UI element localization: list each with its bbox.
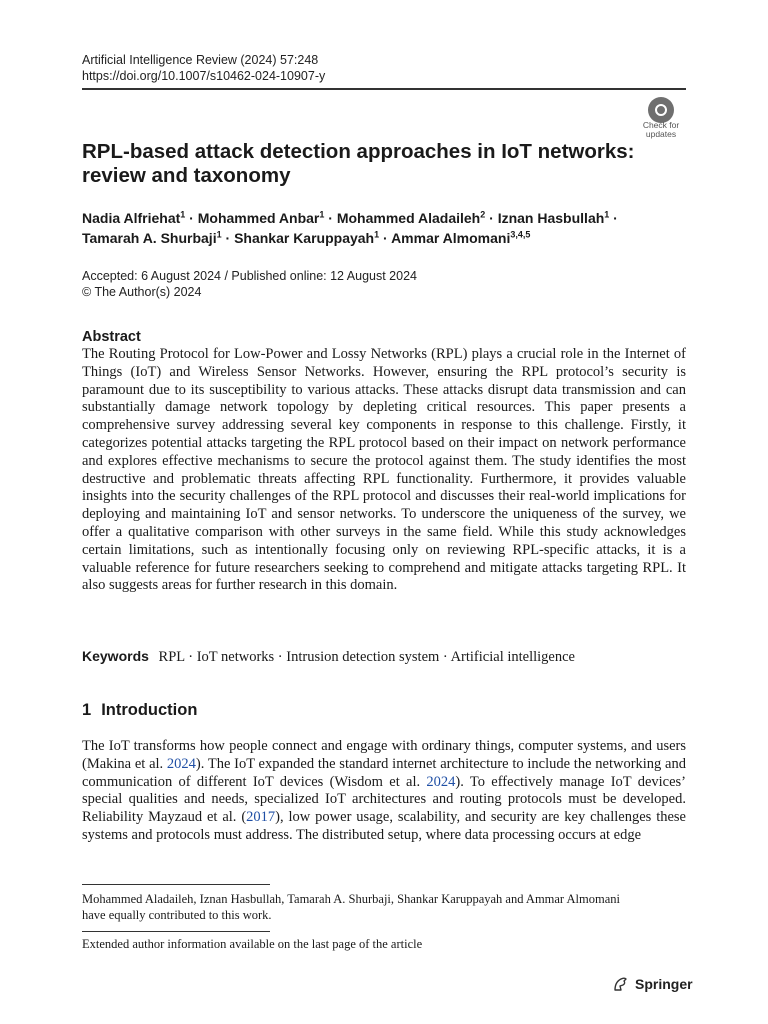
check-for-updates-label: Check for updates — [642, 120, 680, 139]
author[interactable]: Shankar Karuppayah$^1$ — [234, 229, 380, 246]
author[interactable]: Iznan Hasbullah$^1$ — [497, 209, 610, 226]
title-line: review and taxonomy — [82, 164, 291, 187]
keyword: IoT networks — [196, 649, 275, 665]
keyword: Intrusion detection system — [286, 649, 440, 665]
paper-title — [82, 140, 642, 188]
keywords: Keywords RPL · IoT networks · Intrusion detection system · Artificial intelligence — [82, 648, 575, 665]
contribution-footnote: Mohammed Aladaileh, Iznan Hasbullah, Tamarah A. Shurbaji, Shankar Karuppayah and Ammar Almomani have equally contributed to this work. — [82, 892, 621, 922]
header-rule — [82, 88, 686, 90]
citation-link[interactable]: 2024 — [426, 773, 456, 790]
author[interactable]: Tamarah A. Shurbaji$^1$ — [82, 229, 222, 246]
keywords-label: Keywords — [82, 648, 149, 664]
publisher-name: Springer — [635, 976, 693, 992]
keyword: RPL — [158, 649, 185, 665]
footnote-rule — [82, 931, 270, 932]
author[interactable]: Mohammed Aladaileh$^2$ — [336, 209, 486, 226]
title-line: RPL-based attack detection approaches in IoT networks: — [82, 140, 635, 163]
section-heading-introduction — [82, 701, 197, 720]
springer-horse-icon — [611, 975, 629, 993]
check-for-updates-badge[interactable] — [635, 97, 687, 143]
doi-link[interactable]: https://doi.org/10.1007/s10462-024-10907-y — [82, 69, 326, 83]
introduction-paragraph: The IoT transforms how people connect and engage with ordinary things, computer systems, and users (Makina et al. 2024). The IoT expanded the standard internet architecture to include the networking and communication of different IoT devices (Wisdom et al. 2024). To effectively manage IoT devices’ special qualities and needs, specialized IoT architectures and routing protocols must be developed. Reliability Mayzaud et al. (2017), low power usage, scalability, and security are key challenges these systems and protocols must address. The distributed setup, where data processing occurs at edge — [82, 738, 686, 843]
journal-citation: Artificial Intelligence Review (2024) 57:248 — [82, 53, 319, 67]
author[interactable]: Nadia Alfriehat$^1$ — [82, 209, 186, 226]
extended-info-footnote: Extended author information available on the last page of the article — [82, 937, 423, 951]
keyword: Artificial intelligence — [450, 649, 575, 665]
author[interactable]: Mohammed Anbar$^1$ — [197, 209, 325, 226]
journal-header — [82, 52, 325, 84]
citation-link[interactable]: 2017 — [246, 809, 276, 826]
abstract-heading: Abstract — [82, 329, 141, 345]
author-list: Nadia Alfriehat$^1$ · Mohammed Anbar$^1$ · Mohammed Aladaileh$^2$ · Iznan Hasbullah$^1$ · Tamarah A. Shurbaji$^1$ · Shankar Karuppayah$^1$ · Ammar Almomani$^{3,4,5}$ — [82, 209, 618, 246]
section-title: Introduction — [101, 701, 198, 719]
springer-logo — [611, 974, 693, 994]
abstract-text: The Routing Protocol for Low-Power and Lossy Networks (RPL) plays a crucial role in the Internet of Things (IoT) and Wireless Sensor Networks. However, ensuring the RPL protocol’s security is paramount due to its susceptibility to various attacks. These attacks disrupt data transmission and can substantially damage network topology by depleting critical resources. This paper presents a comprehensive survey addressing several key components in response to this challenge. Firstly, it categorizes potential attacks targeting the RPL protocol based on their impact on network performance and explores effective mechanisms to secure the protocol against them. The study identifies the most destructive and problematic threats affecting RPL functionality. Furthermore, it provides valuable insights into the security challenges of the RPL protocol and discusses their real-world implications for deploying and maintaining IoT and sensor networks. To underscore the uniqueness of the survey, we offer a qualitative comparison with other surveys in the same field. While this study acknowledges certain limitations, such as intentionally focusing only on reviewing RPL-specific attacks, it is a valuable reference for future researchers seeking to comprehend and mitigate attacks targeting RPL. It also suggests areas for further research in this domain. — [82, 346, 686, 594]
copyright: © The Author(s) 2024 — [82, 285, 202, 299]
citation-link[interactable]: 2024 — [166, 755, 196, 772]
section-number: 1 — [82, 701, 92, 719]
publication-dates — [82, 268, 417, 300]
footnote-rule — [82, 884, 270, 885]
author[interactable]: Ammar Almomani$^{3,4,5}$ — [391, 229, 531, 246]
accepted-date: Accepted: 6 August 2024 / Published online: 12 August 2024 — [82, 269, 417, 283]
